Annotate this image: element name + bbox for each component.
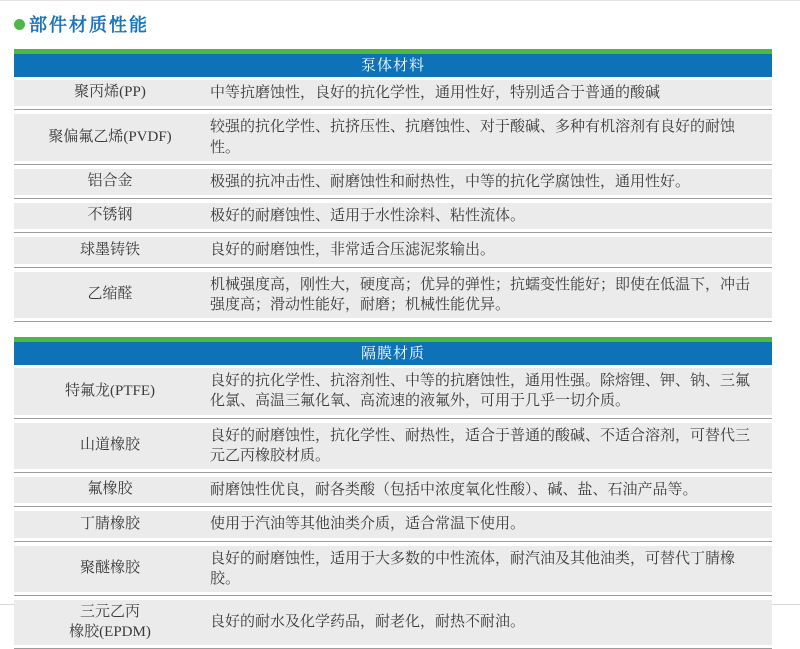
green-bullet-icon	[14, 19, 25, 30]
table-header-title: 隔膜材质	[14, 342, 772, 365]
material-name: 山道橡胶	[79, 437, 140, 453]
material-description: 中等抗磨蚀性，良好的抗化学性，通用性好，特别适合于普通的酸碱	[210, 85, 661, 101]
table-row	[14, 477, 772, 503]
material-description: 极好的耐磨蚀性、适用于水性涂料、粘性流体。	[210, 208, 526, 224]
material-description: 良好的抗化学性、抗溶剂性、中等的抗磨蚀性，通用性强。除熔锂、钾、钠、三氟化氯、高温三氟化氧、高流速的液氟外，可用于几乎一切介质。	[210, 373, 751, 410]
table-row	[14, 237, 772, 263]
table-row	[14, 203, 772, 229]
material-description: 极强的抗冲击性、耐磨蚀性和耐热性，中等的抗化学腐蚀性，通用性好。	[210, 173, 691, 190]
material-name: 不锈钢	[87, 207, 133, 224]
table-header	[14, 49, 772, 77]
table-header	[14, 337, 772, 365]
table-row	[14, 600, 772, 645]
table-row	[14, 546, 772, 593]
material-description: 良好的耐磨蚀性，抗化学性、耐热性，适合于普通的酸碱、不适合溶剂，可替代三元乙丙橡胶材质。	[210, 427, 751, 464]
row-divider	[14, 109, 772, 110]
material-description: 机械强度高，刚性大，硬度高；优异的弹性；抗蠕变性能好；即使在低温下，冲击强度高；滑动性能好，耐磨；机械性能优异。	[210, 276, 751, 313]
pump-body-materials-table	[14, 49, 772, 322]
table-row	[14, 169, 772, 195]
page-title	[14, 11, 772, 37]
table-row	[14, 423, 772, 470]
row-divider	[14, 506, 772, 507]
material-name: 氟橡胶	[87, 481, 133, 498]
row-divider	[14, 418, 772, 419]
row-divider	[14, 267, 772, 268]
table-row	[14, 511, 772, 537]
content-area	[0, 1, 800, 649]
row-divider	[14, 595, 772, 596]
material-description: 良好的耐磨蚀性，非常适合压滤泥浆输出。	[210, 242, 496, 259]
material-description: 使用于汽油等其他油类介质，适合常温下使用。	[210, 516, 526, 533]
table-row	[14, 114, 772, 161]
row-divider	[14, 321, 772, 322]
table-row	[14, 272, 772, 319]
row-divider	[14, 472, 772, 473]
material-name: 三元乙丙 橡胶(EPDM)	[69, 604, 151, 640]
material-name: 乙缩醛	[87, 286, 133, 302]
material-name: 聚偏氟乙烯(PVDF)	[48, 128, 172, 145]
material-name: 聚丙烯(PP)	[74, 84, 146, 101]
row-divider	[14, 232, 772, 233]
material-name: 铝合金	[87, 173, 133, 190]
material-description: 耐磨蚀性优良，耐各类酸（包括中浓度氧化性酸）、碱、盐、石油产品等。	[210, 482, 698, 498]
material-description: 良好的耐磨蚀性，适用于大多数的中性流体，耐汽油及其他油类，可替代丁腈橡胶。	[210, 550, 736, 587]
table-row	[14, 368, 772, 415]
material-name: 球墨铸铁	[79, 241, 140, 258]
row-divider	[14, 541, 772, 542]
page-title-text: 部件材质性能	[29, 15, 149, 35]
material-description: 良好的耐水及化学药品，耐老化，耐热不耐油。	[210, 614, 526, 631]
row-divider	[14, 164, 772, 165]
table-row	[14, 80, 772, 106]
table-header-title: 泵体材料	[14, 54, 772, 77]
diaphragm-materials-table	[14, 337, 772, 649]
material-name: 聚醚橡胶	[79, 560, 140, 576]
material-name: 特氟龙(PTFE)	[64, 382, 155, 399]
row-divider	[14, 198, 772, 199]
material-description: 较强的抗化学性、抗挤压性、抗磨蚀性、对于酸碱、多种有机溶剂有良好的耐蚀性。	[210, 119, 736, 156]
material-name: 丁腈橡胶	[79, 515, 140, 532]
